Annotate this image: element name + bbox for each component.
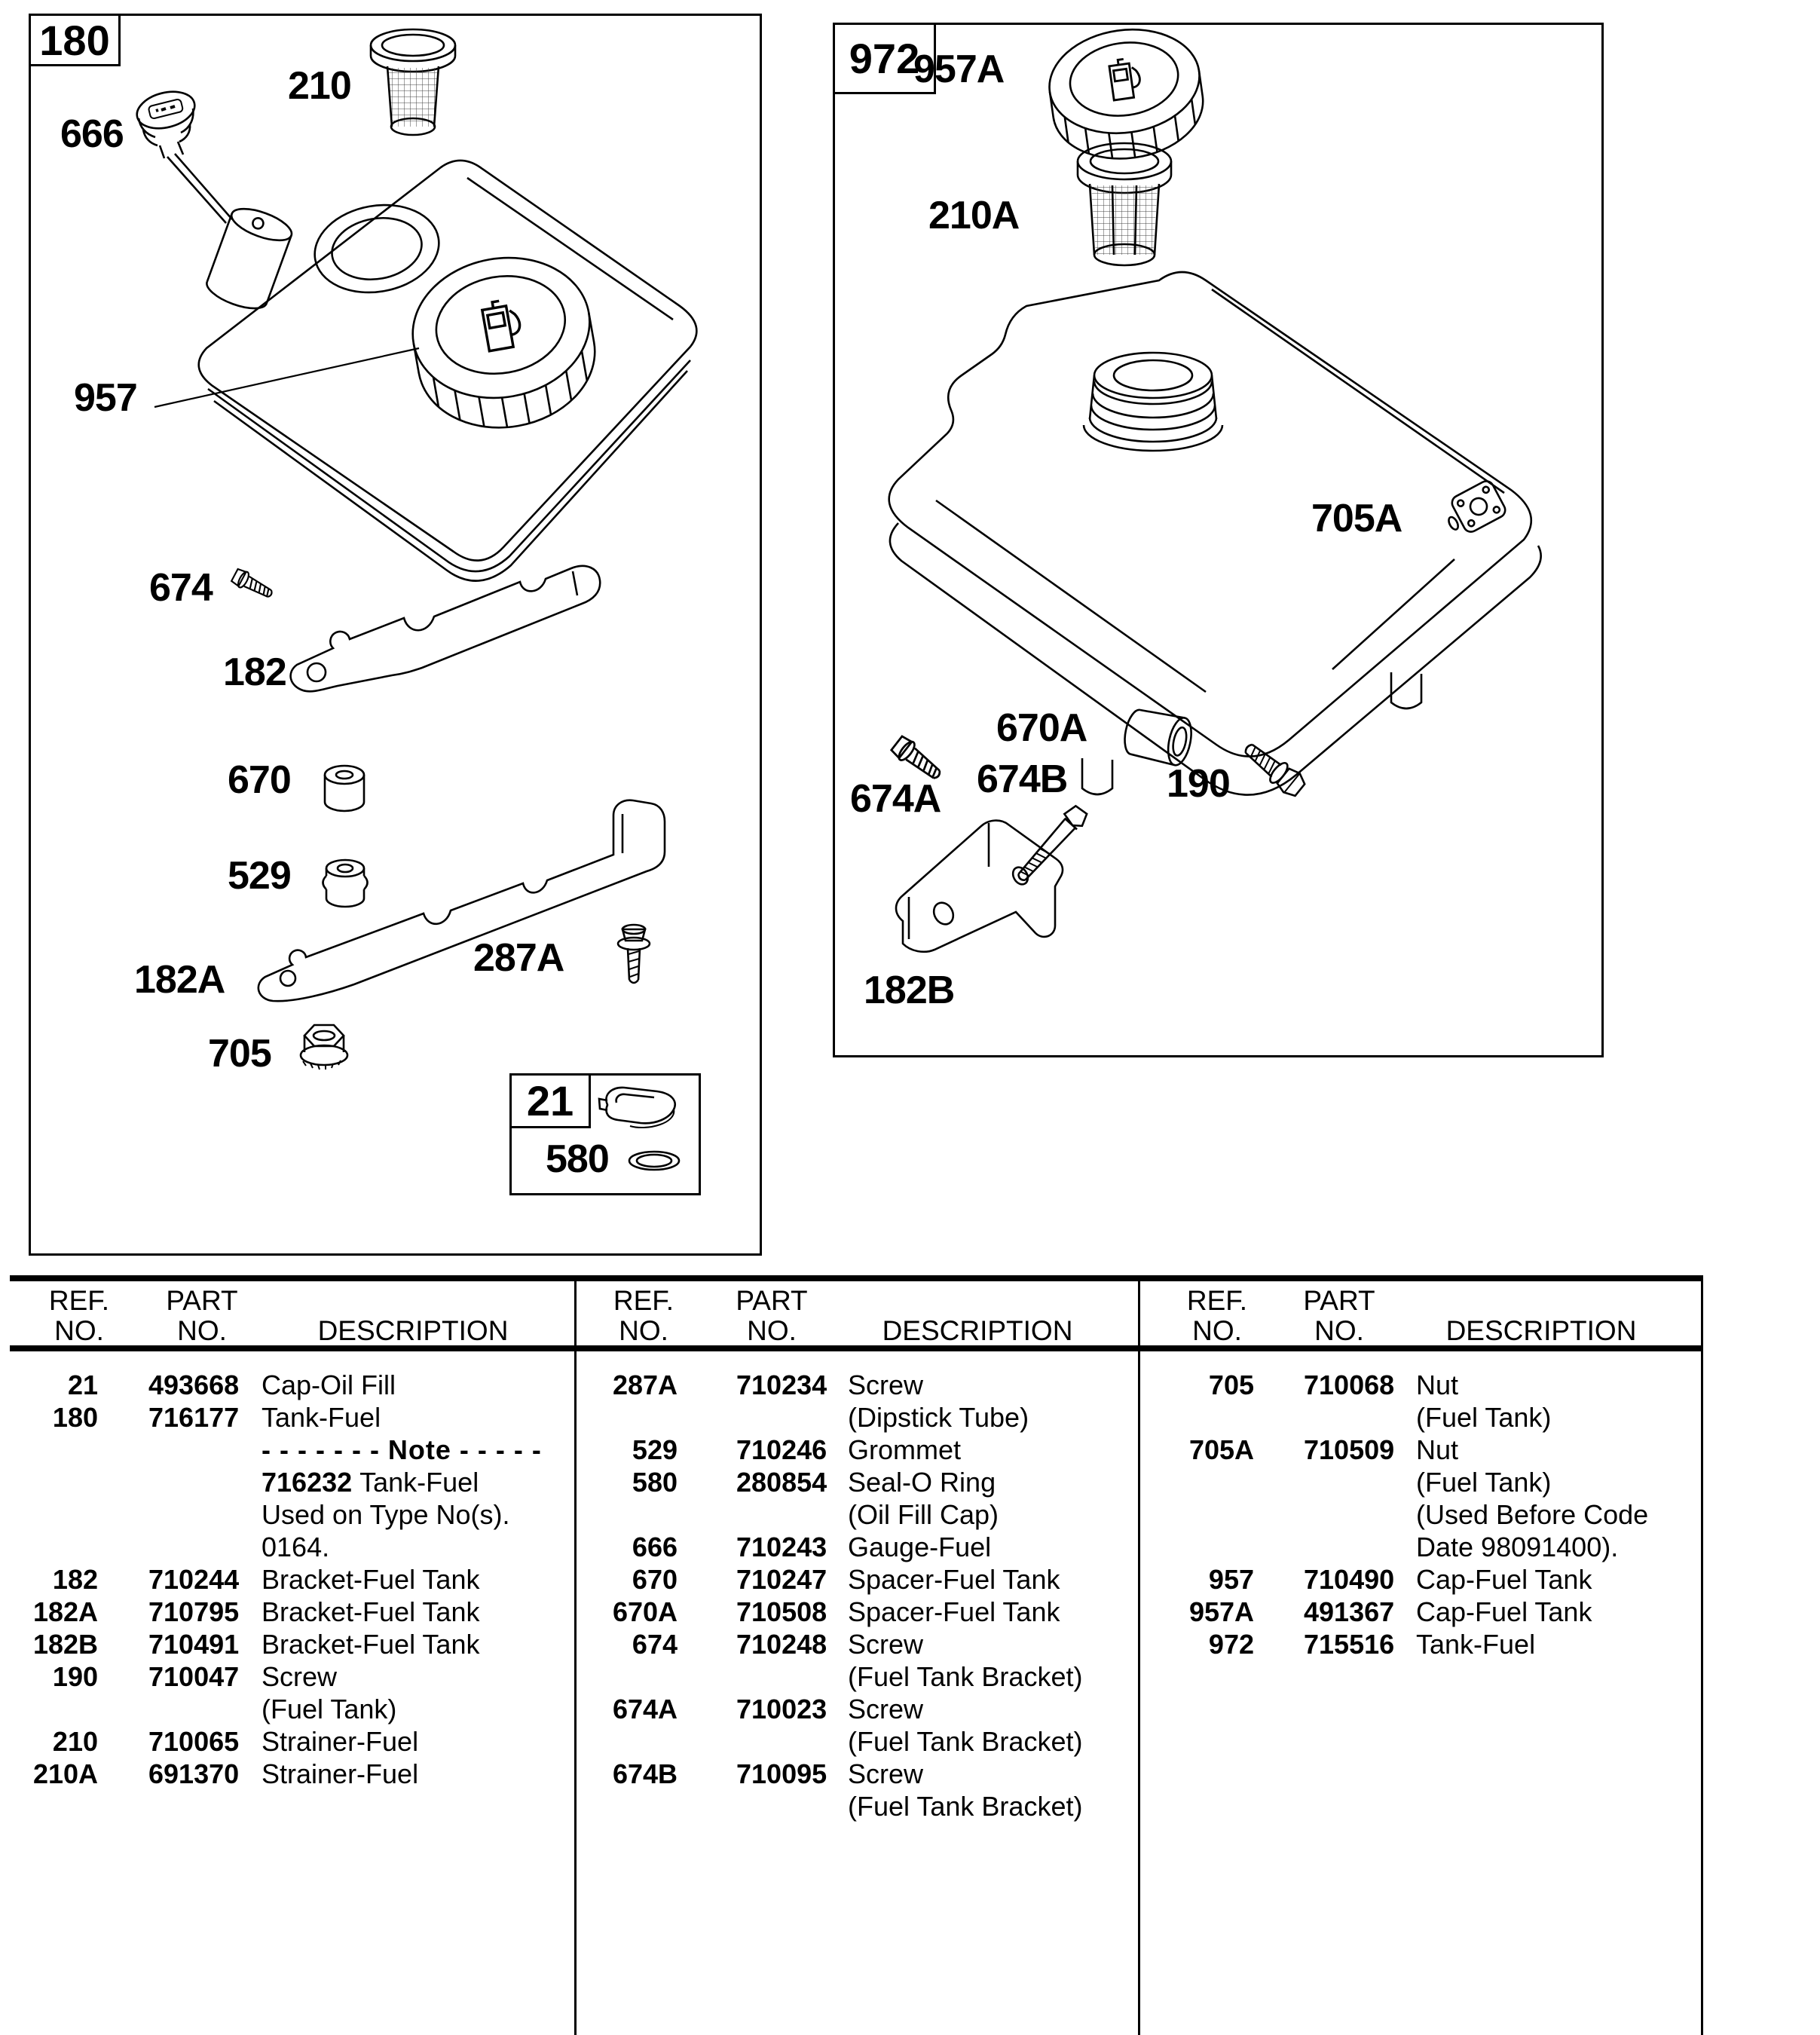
part-no: 710509: [1304, 1434, 1395, 1465]
part-label-190: 190: [1167, 762, 1230, 806]
description: Screw: [848, 1369, 924, 1400]
part-no: 710065: [148, 1726, 240, 1757]
column-body: [574, 1351, 1138, 2035]
part-label-666: 666: [60, 112, 124, 156]
part-label-674: 674: [149, 566, 213, 610]
inset-box-id-label: 21: [526, 1077, 574, 1125]
ref-no: 957: [1208, 1564, 1254, 1595]
part-no: 710095: [736, 1758, 827, 1789]
right-box-id-label: 972: [849, 35, 920, 82]
part-label-670: 670: [228, 758, 291, 802]
table-row: [574, 1532, 1138, 1564]
description: (Fuel Tank Bracket): [848, 1791, 1083, 1822]
part-label-182: 182: [223, 650, 286, 694]
description: (Fuel Tank Bracket): [848, 1661, 1083, 1692]
description: Spacer-Fuel Tank: [848, 1596, 1060, 1627]
part-no: 710508: [736, 1596, 827, 1627]
ref-no: 674A: [612, 1694, 678, 1724]
table-row: [10, 1402, 574, 1434]
table-row: [574, 1467, 1138, 1499]
description: Nut: [1416, 1369, 1459, 1400]
description: Cap-Fuel Tank: [1416, 1596, 1592, 1627]
table-row: [1138, 1499, 1701, 1532]
table-row: [10, 1758, 574, 1791]
part-no: 710243: [736, 1532, 827, 1562]
table-row: [10, 1467, 574, 1499]
part-label-580: 580: [546, 1137, 609, 1181]
table-right-border: [1701, 1275, 1703, 2035]
table-row: [1138, 1596, 1701, 1629]
left-box-id: [31, 16, 121, 66]
ref-no: 674: [632, 1629, 678, 1660]
ref-no: 580: [632, 1467, 678, 1498]
ref-no: 210: [52, 1726, 98, 1757]
ref-no: 287A: [612, 1369, 678, 1400]
part-label-182A: 182A: [134, 958, 225, 1002]
description: Nut: [1416, 1434, 1459, 1465]
description: Used on Type No(s).: [262, 1499, 510, 1530]
table-row: [1138, 1369, 1701, 1402]
part-label-529: 529: [228, 854, 291, 898]
part-label-705: 705: [208, 1032, 271, 1076]
description: Screw: [848, 1629, 924, 1660]
table-row: [574, 1434, 1138, 1467]
right-diagram-box: [833, 23, 1604, 1057]
column-body: [1138, 1351, 1701, 2035]
part-label-957: 957: [74, 376, 137, 420]
table-row: [10, 1596, 574, 1629]
ref-no: 182B: [32, 1629, 98, 1660]
table-column-3: [1138, 1275, 1701, 2035]
ref-no: 210A: [32, 1758, 98, 1789]
part-label-210: 210: [288, 64, 351, 108]
ref-no: 21: [67, 1369, 98, 1400]
left-diagram-box: [29, 14, 762, 1256]
column-header: REF. NO. PART NO. DESCRIPTION: [1186, 1285, 1637, 1346]
part-label-705A: 705A: [1311, 497, 1402, 540]
part-no: 710491: [148, 1629, 240, 1660]
description: (Fuel Tank): [262, 1694, 397, 1724]
part-label-182B: 182B: [864, 969, 955, 1012]
description: (Dipstick Tube): [848, 1402, 1029, 1433]
ref-no: 674B: [612, 1758, 678, 1789]
table-row: [1138, 1402, 1701, 1434]
description: Screw: [848, 1758, 924, 1789]
table-row: [574, 1369, 1138, 1402]
ref-no: 182: [52, 1564, 98, 1595]
table-row: [10, 1694, 574, 1726]
part-no: 710068: [1304, 1369, 1395, 1400]
part-no: 710248: [736, 1629, 827, 1660]
description: Tank-Fuel: [1416, 1629, 1536, 1660]
description: Bracket-Fuel Tank: [262, 1564, 480, 1595]
part-label-674B: 674B: [977, 757, 1068, 801]
description: (Fuel Tank): [1416, 1402, 1552, 1433]
description: Grommet: [848, 1434, 962, 1465]
table-row: [10, 1629, 574, 1661]
ref-no: 705A: [1188, 1434, 1254, 1465]
description: - - - - - - - Note - - - - -: [262, 1434, 542, 1465]
ref-no: 666: [632, 1532, 678, 1562]
table-row: [574, 1694, 1138, 1726]
description: 716232 Tank-Fuel: [262, 1467, 479, 1498]
parts-table: [10, 1275, 1703, 2035]
table-row: [574, 1564, 1138, 1596]
table-row: [574, 1596, 1138, 1629]
table-row: [10, 1434, 574, 1467]
part-no: 710023: [736, 1694, 827, 1724]
part-label-670A: 670A: [996, 706, 1087, 750]
part-no: 710234: [736, 1369, 827, 1400]
part-no: 280854: [736, 1467, 827, 1498]
part-no: 710244: [148, 1564, 240, 1595]
table-row: [574, 1791, 1138, 1823]
left-box-id-label: 180: [39, 16, 110, 64]
description: Screw: [848, 1694, 924, 1724]
ref-no: 705: [1208, 1369, 1254, 1400]
table-row: [10, 1564, 574, 1596]
table-row: [574, 1758, 1138, 1791]
table-row: [1138, 1434, 1701, 1467]
part-no: 710047: [148, 1661, 240, 1692]
ref-no: 972: [1208, 1629, 1254, 1660]
part-no: 493668: [148, 1369, 240, 1400]
ref-no: 670: [632, 1564, 678, 1595]
table-column-2: [574, 1275, 1138, 2035]
inset-box-id: [512, 1076, 591, 1128]
description: Gauge-Fuel: [848, 1532, 992, 1562]
table-row: [574, 1402, 1138, 1434]
table-row: [574, 1499, 1138, 1532]
table-row: [574, 1726, 1138, 1758]
column-body: [10, 1351, 574, 2035]
part-label-957A: 957A: [913, 47, 1005, 91]
part-no: 710246: [736, 1434, 827, 1465]
column-header: REF. NO. PART NO. DESCRIPTION: [48, 1285, 509, 1346]
description: Bracket-Fuel Tank: [262, 1629, 480, 1660]
part-label-210A: 210A: [928, 194, 1020, 237]
description: Seal-O Ring: [848, 1467, 996, 1498]
description: (Oil Fill Cap): [848, 1499, 999, 1530]
table-row: [1138, 1564, 1701, 1596]
description: Screw: [262, 1661, 338, 1692]
table-row: [10, 1726, 574, 1758]
description: Date 98091400).: [1416, 1532, 1619, 1562]
table-row: [1138, 1532, 1701, 1564]
table-row: [10, 1369, 574, 1402]
part-no: 716177: [148, 1402, 240, 1433]
ref-no: 670A: [612, 1596, 678, 1627]
description: Strainer-Fuel: [262, 1758, 419, 1789]
part-no: 710490: [1304, 1564, 1395, 1595]
part-no: 710247: [736, 1564, 827, 1595]
table-row: [1138, 1467, 1701, 1499]
table-row: [1138, 1629, 1701, 1661]
part-no: 710795: [148, 1596, 240, 1627]
ref-no: 182A: [32, 1596, 98, 1627]
ref-no: 529: [632, 1434, 678, 1465]
description: (Fuel Tank): [1416, 1467, 1552, 1498]
description: Bracket-Fuel Tank: [262, 1596, 480, 1627]
description: Strainer-Fuel: [262, 1726, 419, 1757]
description: Tank-Fuel: [262, 1402, 381, 1433]
description: Cap-Oil Fill: [262, 1369, 396, 1400]
table-row: [10, 1499, 574, 1532]
part-no: 715516: [1304, 1629, 1395, 1660]
description: Cap-Fuel Tank: [1416, 1564, 1592, 1595]
part-label-287A: 287A: [473, 936, 564, 980]
part-no: 491367: [1304, 1596, 1395, 1627]
table-column-1: [10, 1275, 574, 2035]
table-row: [574, 1629, 1138, 1661]
column-header: REF. NO. PART NO. DESCRIPTION: [613, 1285, 1073, 1346]
description: 0164.: [262, 1532, 330, 1562]
part-label-674A: 674A: [850, 777, 941, 821]
table-row: [10, 1532, 574, 1564]
ref-no: 190: [52, 1661, 98, 1692]
table-row: [10, 1661, 574, 1694]
ref-no: 180: [52, 1402, 98, 1433]
ref-no: 957A: [1188, 1596, 1254, 1627]
description: (Fuel Tank Bracket): [848, 1726, 1083, 1757]
table-row: [574, 1661, 1138, 1694]
description: (Used Before Code: [1416, 1499, 1649, 1530]
description: Spacer-Fuel Tank: [848, 1564, 1060, 1595]
part-no: 691370: [148, 1758, 240, 1789]
